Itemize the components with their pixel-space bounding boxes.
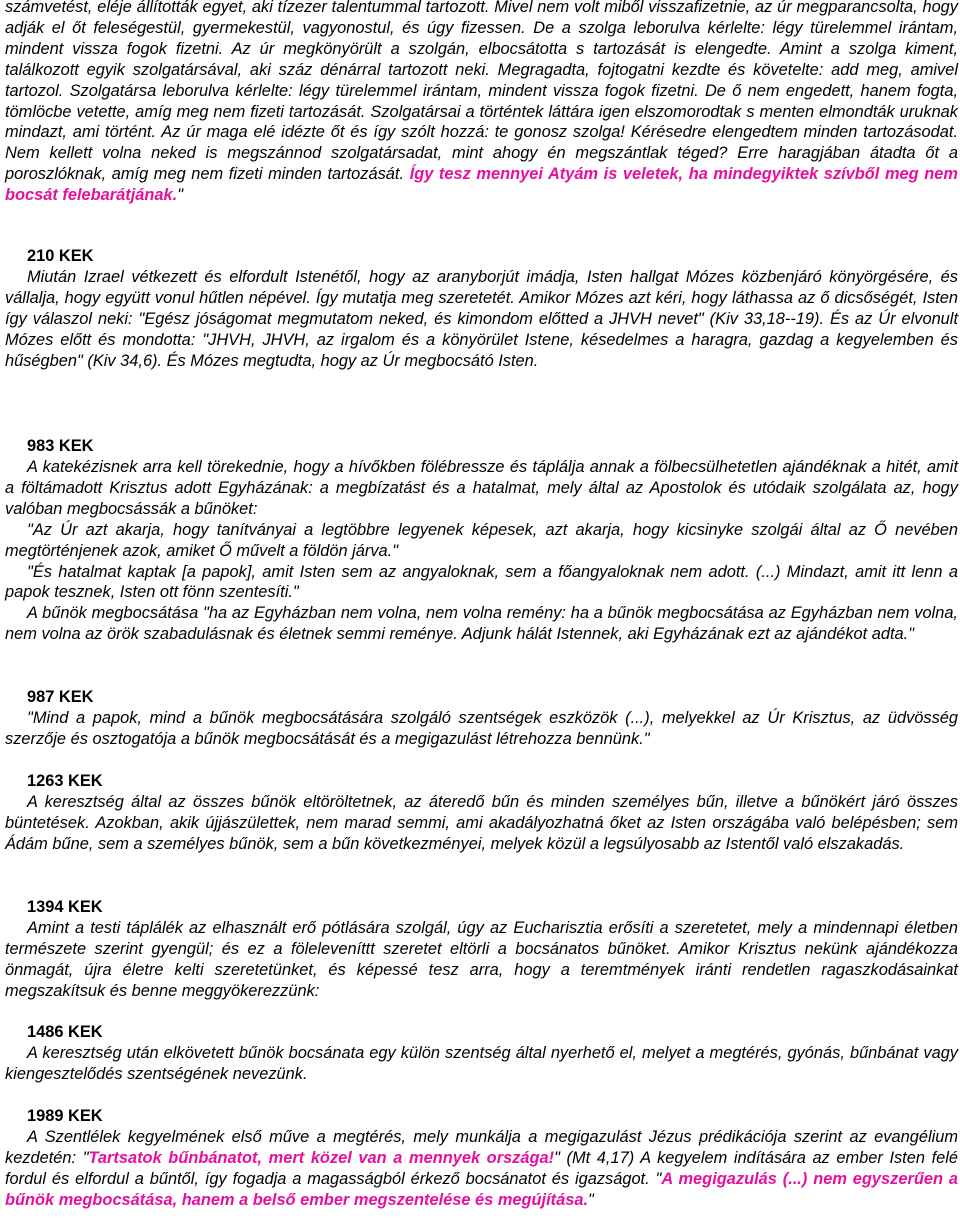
- quote-paragraph: "És hatalmat kaptak [a papok], amit Isten sem az angyaloknak, sem a főangyaloknak nem adott. (...) Mindazt, amit itt lenn a papok tesznek, Isten ott fönn szentesíti.": [5, 562, 958, 602]
- intro-closing-quote: ": [177, 186, 184, 205]
- highlighted-quote: Tartsatok bűnbánatot, mert közel van a mennyek országa!: [88, 1148, 555, 1167]
- section-ref-1263: 1263 KEK: [27, 772, 103, 790]
- intro-text: számvetést, eléje állították egyet, aki tízezer talentummal tartozott. Mivel nem volt miből visszafizetnie, az úr megparancsolta, hogy adják el őt feleségestül, gyermekestül, vagyonostul, és úgy fizessen. De a szolga leborulva kérlelte: légy türelemmel irántam, mindent vissza fogok fizetni. Az úr megkönyörült a szolgán, elbocsátotta s tartozását is elengedte. Amint a szolga kiment, találkozott egyik szolgatársával, aki száz dénárral tartozott neki. Megragadta, fojtogatni kezdte és követelte: add meg, amivel tartozol. Szolgatársa leborulva kérlelte: légy türelemmel irántam, mindent vissza fogok fizetni. De ő nem engedett, hanem fogta, tömlöcbe vetette, amíg meg nem fizeti tartozását. Szolgatársai a történtek láttára igen elszomorodtak s menten elmondták uruknak mindazt, ami történt. Az úr maga elé idézte őt és így szólt hozzá: te gonosz szolga! Kérésedre elengedtem minden tartozásodat. Nem kellett volna neked is megszánnod szolgatársadat, mint ahogy én megszántlak téged? Erre haragjában átadta őt a poroszlóknak, amíg meg nem fizeti minden tartozását.: [5, 0, 958, 184]
- paragraph: A keresztség által az összes bűnök eltöröltetnek, az áteredő bűn és minden személyes bűn, illetve a bűnökért járó összes büntetések. Azokban, akik újjászülettek, nem marad semmi, ami akadályozhatná őket az Isten országába való belépésben; sem Ádám bűne, sem a személyes bűnök, sem a bűn következményei, melyek közül a legsúlyosabb az Istentől való elszakadás.: [5, 793, 958, 853]
- text-run: A Szentlélek kegyelmének első műve a megtérés, mely munkálja a megigazulást Jézus prédikációja szerint az evangélium kezdetén: ": [5, 1128, 958, 1167]
- section-body-1486: [5, 1043, 958, 1085]
- section-body-1394: [5, 918, 958, 1002]
- intro-paragraph: [5, 0, 958, 206]
- paragraph: A keresztség után elkövetett bűnök bocsánata egy külön szentség által nyerhető el, melyet a megtérés, gyónás, bűnbánat vagy kiengesztelődés szentségének nevezünk.: [5, 1044, 958, 1083]
- section-ref-987: 987 KEK: [27, 688, 94, 706]
- section-body-983: [5, 457, 958, 645]
- paragraph: [5, 1127, 958, 1211]
- section-ref-1486: 1486 KEK: [27, 1023, 103, 1041]
- paragraph: "Mind a papok, mind a bűnök megbocsátására szolgáló szentségek eszközök (...), melyekkel az Úr Krisztus, az üdvösség szerzője és osztogatója a bűnök megbocsátását és a megigazulást létrehozza bennünk.": [5, 709, 958, 748]
- paragraph: Miután Izrael vétkezett és elfordult Istenétől, hogy az aranyborjút imádja, Isten hallgat Mózes közbenjáró könyörgésére, és vállalja, hogy együtt vonul hűtlen népével. Így mutatja meg szeretetét. Amikor Mózes azt kéri, hogy láthassa az ő dicsőségét, Isten így válaszol neki: "Egész jóságomat megmutatom neked, és kimondom előtted a JHVH nevet" (Kiv 33,18--19). És az Úr elvonult Mózes előtt és mondotta: "JHVH, JHVH, az irgalom és a könyörület Istene, késedelmes a haragra, gazdag a kegyelemben és hűségben" (Kiv 34,6). És Mózes megtudta, hogy az Úr megbocsátó Isten.: [5, 268, 958, 370]
- section-body-1263: [5, 792, 958, 855]
- section-ref-1394: 1394 KEK: [27, 898, 103, 916]
- paragraph: A katekézisnek arra kell törekednie, hogy a hívőkben fölébressze és táplálja annak a fölbecsülhetetlen ajándéknak a hitét, amit a föltámadott Krisztus adott Egyházának: a megbízatást és a hatalmat, mely által az Apostolok és utódaik szolgálata az, hogy valóban megbocsássák a bűnöket:: [5, 458, 958, 518]
- section-body-210: [5, 267, 958, 372]
- section-ref-983: 983 KEK: [27, 437, 94, 455]
- quote-paragraph: "Az Úr azt akarja, hogy tanítványai a legtöbbre legyenek képesek, azt akarja, hogy kicsinyke szolgái által az Ő nevében megtörténjenek azok, amiket Ő művelt a földön járva.": [5, 520, 958, 560]
- section-body-987: [5, 708, 958, 750]
- intro-highlight: Így tesz mennyei Atyám is veletek, ha mindegyiktek szívből meg nem bocsát felebarátjának.: [5, 165, 958, 205]
- text-run: ": [588, 1190, 594, 1209]
- paragraph: A bűnök megbocsátása "ha az Egyházban nem volna, nem volna remény: ha a bűnök megbocsátása az Egyházban nem volna, nem volna az örök szabadulásnak és életnek semmi reménye. Adjunk hálát Istennek, aki Egyházának ezt az ajándékot adta.": [5, 604, 958, 644]
- text-run: " (Mt 4,17) A kegyelem indítására az ember Isten felé fordul és elfordul a bűntől, így fogadja a magasságból érkező bocsánatot és igazságot. ": [5, 1148, 959, 1188]
- section-body-1989: [5, 1127, 958, 1211]
- highlighted-quote: A megigazulás (...) nem egyszerűen a bűnök megbocsátása, hanem a belső ember megszentelése és megújítása.: [5, 1169, 958, 1209]
- paragraph: Amint a testi táplálék az elhasznált erő pótlására szolgál, úgy az Eucharisztia erősíti a szeretetet, mely a mindennapi életben természete szerint gyengül; és ez a föleleveníttt szeretet eltörli a bocsánatos bűnöket. Amikor Krisztus nekünk ajándékozza önmagát, újra életre kelti szeretetünket, és képessé tesz arra, hogy a teremtmények iránti rendetlen ragaszkodásainkat megszakítsuk és benne meggyökerezzünk:: [5, 919, 958, 1000]
- section-ref-1989: 1989 KEK: [27, 1107, 103, 1125]
- section-ref-210: 210 KEK: [27, 247, 94, 265]
